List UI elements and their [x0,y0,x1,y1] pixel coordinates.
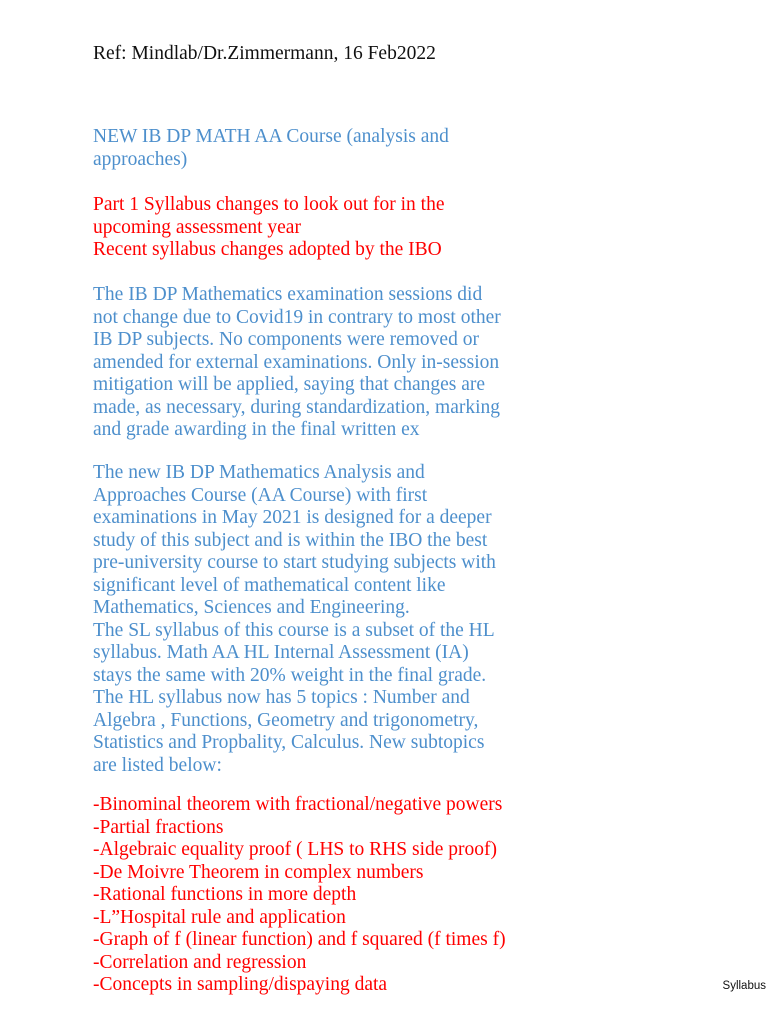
part1-heading-line: Recent syllabus changes adopted by the IBO [93,239,442,260]
paragraph-line: and grade awarding in the final written ex [93,419,420,440]
paragraph-line: mitigation will be applied, saying that changes are [93,374,486,395]
part1-heading-line: Part 1 Syllabus changes to look out for in the [93,194,445,215]
paragraph-line: not change due to Covid19 in contrary to most other [93,306,501,328]
paragraph-line: Algebra , Functions, Geometry and trigonometry, [93,709,479,731]
paragraph-line: IB DP subjects. No components were removed or [93,329,479,350]
paragraph-line: are listed below: [93,754,222,776]
paragraph-line: stays the same with 20% weight in the final grade. [93,664,487,686]
list-item: -Partial fractions [93,816,224,838]
paragraph-line: The new IB DP Mathematics Analysis and [93,462,425,483]
paragraph-line: Approaches Course (AA Course) with first [93,484,428,506]
paragraph-exam-sessions [93,284,501,442]
list-item: -Graph of f (linear function) and f squared (f times f) [93,929,506,950]
paragraph-line: Statistics and Propbality, Calculus. New subtopics [93,732,485,753]
course-title-line: approaches) [93,148,188,170]
subtopics-list [93,794,506,997]
list-item: -Binominal theorem with fractional/negative powers [93,794,503,815]
paragraph-line: examinations in May 2021 is designed for a deeper [93,507,492,528]
list-item: -De Moivre Theorem in complex numbers [93,861,424,883]
paragraph-line: The SL syllabus of this course is a subset of the HL [93,619,495,641]
reference-line: Ref: Mindlab/Dr.Zimmermann, 16 Feb2022 [93,43,436,64]
part1-heading [93,194,445,262]
course-title [93,126,449,171]
paragraph-course-description [93,462,496,777]
paragraph-line: significant level of mathematical content like [93,574,446,596]
list-item: -L”Hospital rule and application [93,906,346,928]
part1-heading-line: upcoming assessment year [93,216,301,238]
list-item: -Correlation and regression [93,951,307,973]
paragraph-line: The IB DP Mathematics examination sessions did [93,284,483,305]
list-item: -Concepts in sampling/dispaying data [93,974,388,995]
list-item: -Rational functions in more depth [93,884,357,905]
course-title-line: NEW IB DP MATH AA Course (analysis and [93,126,449,147]
paragraph-line: study of this subject and is within the IBO the best [93,529,488,551]
paragraph-line: Mathematics, Sciences and Engineering. [93,597,410,618]
list-item: -Algebraic equality proof ( LHS to RHS side proof) [93,839,497,860]
paragraph-line: The HL syllabus now has 5 topics : Number and [93,687,470,708]
paragraph-line: pre-university course to start studying subjects with [93,552,496,573]
paragraph-line: made, as necessary, during standardization, marking [93,396,501,418]
paragraph-line: amended for external examinations. Only in-session [93,351,500,373]
footer-label: Syllabus [722,980,766,992]
paragraph-line: syllabus. Math AA HL Internal Assessment (IA) [93,642,469,663]
